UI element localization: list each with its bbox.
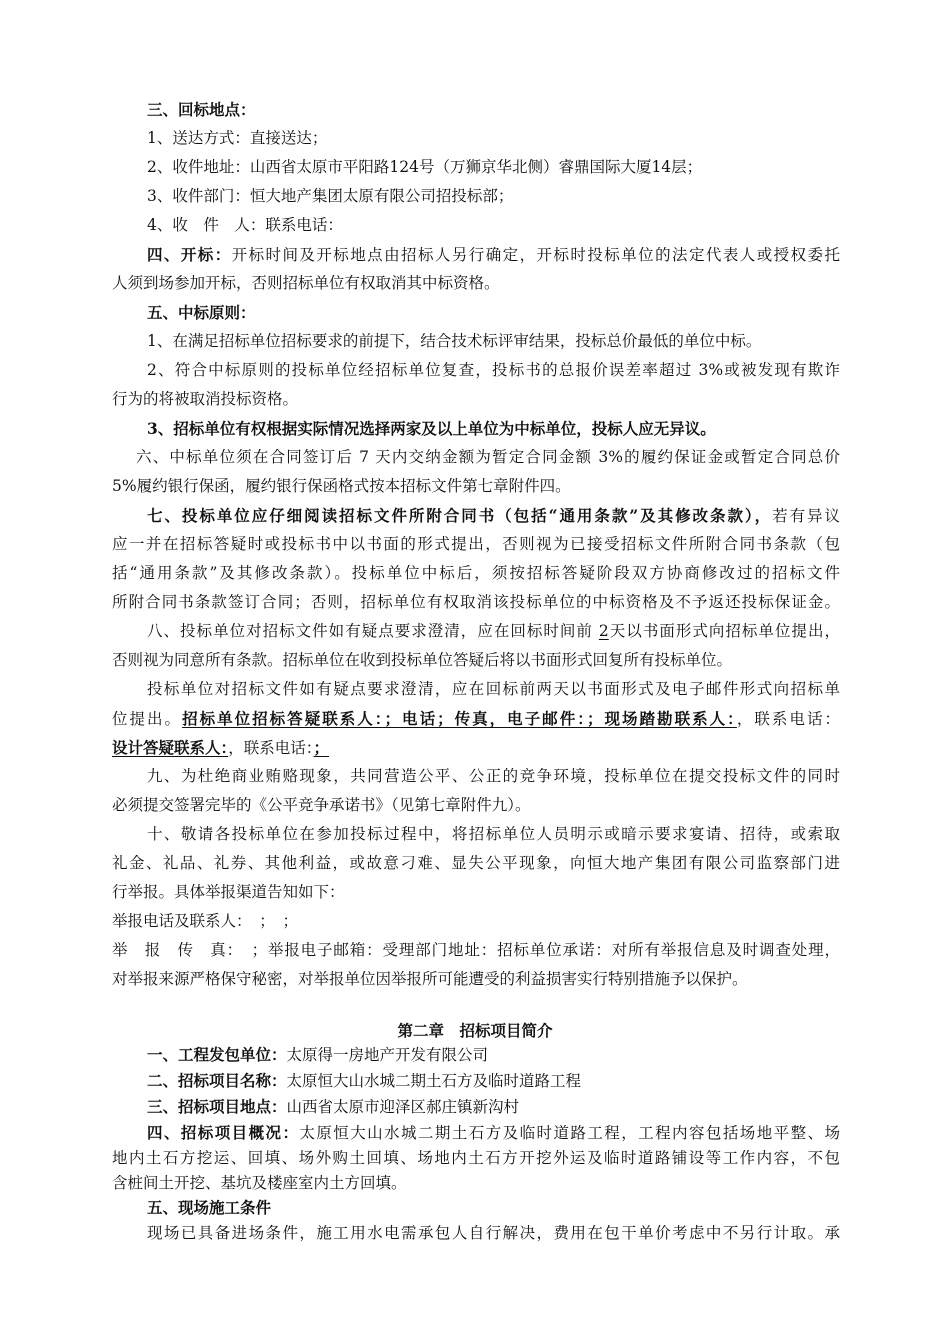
chapter-2-item-5-title: 五、现场施工条件 [147, 1198, 272, 1217]
section-8-line-1: 八、投标单位对招标文件如有疑点要求澄清，应在回标时间前 2天以书面形式向招标单位提出， [147, 622, 840, 640]
section-8-para-2-line-2: 位提出。招标单位招标答疑联系人：；电话；传真，电子邮件：；现场踏勘联系人：，联系电话： [112, 709, 840, 728]
chapter-2-item-3: 三、招标项目地点：山西省太原市迎泽区郝庄镇新沟村 [147, 1097, 520, 1116]
section-5-point-3: 3、招标单位有权根据实际情况选择两家及以上单位为中标单位，投标人应无异议。 [147, 419, 716, 438]
report-fax-line: 举 报 传 真： ；举报电子邮箱：受理部门地址：招标单位承诺：对所有举报信息及时调查处理， [112, 941, 840, 959]
section-7-line-2: 应一并在招标答疑时或投标书中以书面的形式提出，否则视为已接受招标文件所附合同书条款（包 [112, 535, 840, 553]
section-3-title: 三、回标地点： [147, 100, 256, 119]
section-10-line-2: 礼金、礼品、礼券、其他利益，或故意刁难、显失公平现象，向恒大地产集团有限公司监察部门进 [112, 854, 840, 872]
chapter-2-title: 第二章 招标项目简介 [397, 1021, 553, 1040]
chapter-2-item-1: 一、工程发包单位：太原得一房地产开发有限公司 [147, 1045, 489, 1064]
section-5-point-2-line-1: 2、符合中标原则的投标单位经招标单位复查，投标书的总报价误差率超过 3%或被发现有欺诈 [147, 361, 840, 379]
section-3-item-3: 3、收件部门：恒大地产集团太原有限公司招投标部； [147, 187, 514, 205]
section-7-line-1: 七、投标单位应仔细阅读招标文件所附合同书（包括“通用条款”及其修改条款），若有异议 [147, 506, 840, 525]
days-value: 2 [598, 622, 609, 640]
design-qa-contact: 设计答疑联系人： [112, 738, 229, 757]
chapter-2-item-4-line-3: 含桩间土开挖、基坑及楼座室内土方回填。 [112, 1174, 407, 1192]
section-8-para-2-line-3: 设计答疑联系人：，联系电话：； [112, 738, 330, 757]
report-phone-line: 举报电话及联系人： ； ； [112, 912, 299, 930]
chapter-2-item-2: 二、招标项目名称：太原恒大山水城二期土石方及临时道路工程 [147, 1071, 582, 1090]
chapter-2-item-5-text: 现场已具备进场条件，施工用水电需承包人自行解决，费用在包干单价考虑中不另行计取。承 [147, 1224, 840, 1242]
section-10-line-3: 行举报。具体举报渠道告知如下： [112, 883, 345, 901]
section-4-heading: 四、开标： [147, 245, 232, 264]
section-7-heading: 七、投标单位应仔细阅读招标文件所附合同书（包括“通用条款”及其修改条款）， [147, 506, 773, 525]
chapter-2-item-4-line-2: 地内土石方挖运、回填、场外购土回填、场地内土石方开挖外运及临时道路铺设等工作内容，不包 [112, 1149, 840, 1167]
contact-labels: 招标单位招标答疑联系人：；电话；传真，电子邮件：；现场踏勘联系人： [182, 709, 737, 728]
section-9-line-1: 九、为杜绝商业贿赂现象，共同营造公平、公正的竞争环境，投标单位在提交投标文件的同时 [147, 767, 840, 785]
section-10-line-1: 十、敬请各投标单位在参加投标过程中，将招标单位人员明示或暗示要求宴请、招待，或索取 [147, 825, 840, 843]
chapter-2-item-4-line-1: 四、招标项目概况：太原恒大山水城二期土石方及临时道路工程，工程内容包括场地平整、场 [147, 1123, 840, 1142]
section-3-item-4: 4、收 件 人：联系电话： [147, 216, 343, 234]
section-8-para-2-line-1: 投标单位对招标文件如有疑点要求澄清，应在回标前两天以书面形式及电子邮件形式向招标单 [147, 680, 840, 698]
section-6-line-1: 六、中标单位须在合同签订后 7 天内交纳金额为暂定合同金额 3%的履约保证金或暂定合同总价 [136, 448, 840, 466]
section-3-item-2: 2、收件地址：山西省太原市平阳路124号（万狮京华北侧）睿鼎国际大厦14层； [147, 158, 703, 176]
section-4-line-2: 人须到场参加开标，否则招标单位有权取消其中标资格。 [112, 274, 500, 292]
section-8-line-2: 否则视为同意所有条款。招标单位在收到投标单位答疑后将以书面形式回复所有投标单位。 [112, 651, 733, 669]
section-3-item-1: 1、送达方式：直接送达； [147, 129, 328, 147]
section-4-line-1: 四、开标：开标时间及开标地点由招标人另行确定，开标时投标单位的法定代表人或授权委托 [147, 245, 840, 264]
section-9-line-2: 必须提交签署完毕的《公平竞争承诺书》（见第七章附件九）。 [112, 796, 531, 814]
section-7-line-3: 括“通用条款”及其修改条款）。投标单位中标后，须按招标答疑阶段双方协商修改过的招标文件 [112, 564, 840, 582]
section-5-title: 五、中标原则： [147, 303, 256, 322]
section-7-line-4: 所附合同书条款签订合同；否则，招标单位有权取消该投标单位的中标资格及不予返还投标保证金。 [112, 593, 840, 611]
section-5-point-1: 1、在满足招标单位招标要求的前提下，结合技术标评审结果，投标总价最低的单位中标。 [147, 332, 762, 350]
section-5-point-2-line-2: 行为的将被取消投标资格。 [112, 390, 299, 408]
section-6-line-2: 5%履约银行保函，履约银行保函格式按本招标文件第七章附件四。 [112, 477, 571, 495]
report-promise-line: 对举报来源严格保守秘密，对举报单位因举报所可能遭受的利益损害实行特别措施予以保护。 [112, 970, 748, 988]
